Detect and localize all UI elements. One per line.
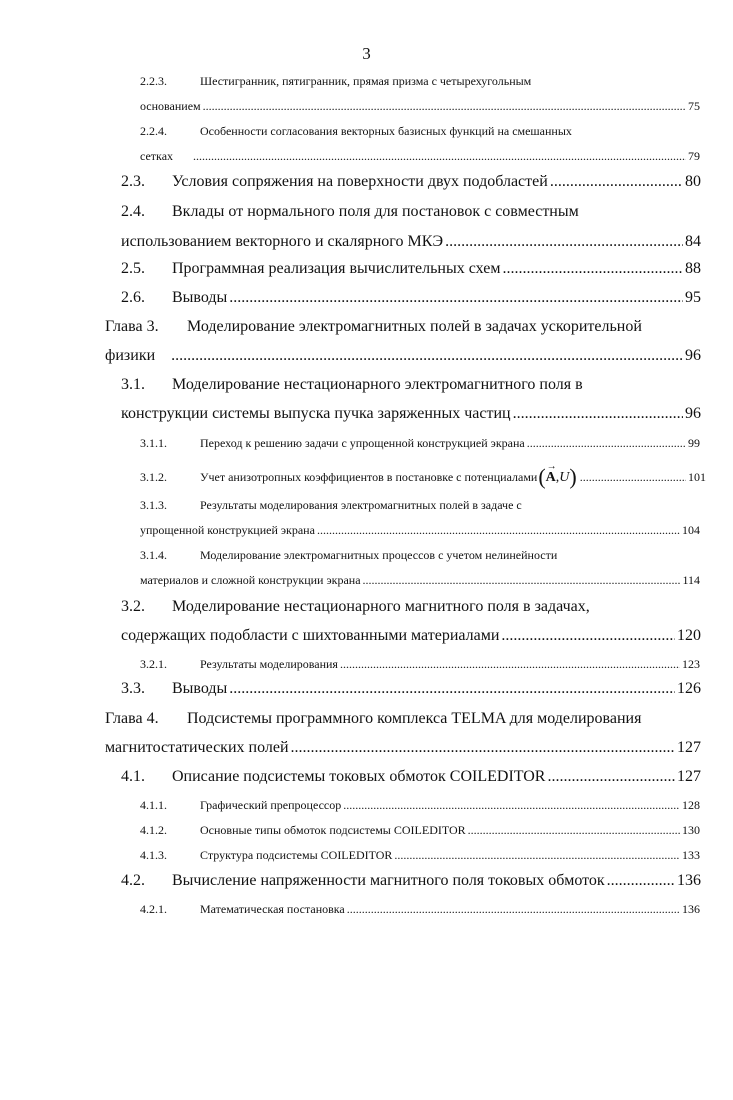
dot-leader bbox=[193, 149, 686, 164]
toc-entry-3-1-cont[interactable] bbox=[121, 405, 701, 423]
toc-entry-3-2-cont[interactable] bbox=[121, 627, 701, 645]
toc-entry-2-3[interactable] bbox=[121, 173, 701, 191]
toc-entry-page: 79 bbox=[688, 149, 700, 163]
toc-entry-title-cont: материалов и сложной конструкции экрана bbox=[140, 573, 361, 587]
toc-entry-3-3[interactable] bbox=[121, 680, 701, 698]
dot-leader bbox=[394, 848, 680, 863]
toc-entry-2-2-4[interactable] bbox=[140, 124, 700, 139]
dot-leader bbox=[580, 470, 686, 485]
vector-arrow-icon: → bbox=[546, 464, 557, 472]
toc-entry-number: 4.1. bbox=[121, 768, 145, 785]
dot-leader bbox=[291, 739, 676, 757]
dot-leader bbox=[607, 872, 675, 890]
toc-entry-title: Учет анизотропных коэффициентов в постановке с потенциалами bbox=[200, 470, 538, 484]
toc-entry-3-1-4[interactable] bbox=[140, 548, 700, 563]
toc-entry-page: 96 bbox=[685, 347, 701, 364]
toc-entry-page: 96 bbox=[685, 405, 701, 422]
toc-entry-title: Моделирование электромагнитных процессов с учетом нелинейности bbox=[200, 548, 558, 562]
toc-entry-number: 2.4. bbox=[121, 203, 145, 220]
toc-entry-number: Глава 4. bbox=[105, 710, 159, 727]
toc-entry-number: 3.2.1. bbox=[140, 657, 167, 671]
toc-entry-number: Глава 3. bbox=[105, 318, 159, 335]
dot-leader bbox=[445, 233, 683, 251]
toc-entry-number: 3.1.3. bbox=[140, 498, 167, 512]
dot-leader bbox=[550, 173, 683, 191]
dot-leader bbox=[203, 99, 686, 114]
toc-entry-page: 114 bbox=[682, 573, 700, 587]
toc-entry-number: 2.3. bbox=[121, 173, 145, 190]
toc-entry-title-cont: упрощенной конструкцией экрана bbox=[140, 523, 315, 537]
toc-entry-page: 101 bbox=[688, 470, 706, 484]
toc-entry-page: 84 bbox=[685, 233, 701, 250]
toc-entry-page: 99 bbox=[688, 436, 700, 450]
toc-entry-4-2[interactable] bbox=[121, 872, 701, 890]
toc-entry-title-cont: физики bbox=[105, 347, 156, 364]
toc-entry-number: 2.2.3. bbox=[140, 74, 167, 88]
toc-entry-title: Структура подсистемы COILEDITOR bbox=[200, 848, 393, 862]
toc-entry-page: 133 bbox=[682, 848, 700, 862]
toc-entry-chapter-4-cont[interactable] bbox=[105, 739, 701, 757]
toc-entry-2-2-4-cont[interactable] bbox=[140, 149, 700, 164]
toc-entry-page: 120 bbox=[677, 627, 701, 644]
toc-entry-chapter-4[interactable] bbox=[105, 710, 701, 728]
toc-entry-2-4-cont[interactable] bbox=[121, 233, 701, 251]
toc-entry-page: 104 bbox=[682, 523, 700, 537]
toc-entry-number: 2.2.4. bbox=[140, 124, 167, 138]
toc-entry-3-2-1[interactable] bbox=[140, 657, 700, 672]
toc-entry-number: 3.1.1. bbox=[140, 436, 167, 450]
toc-entry-title: Выводы bbox=[172, 680, 228, 697]
toc-entry-page: 130 bbox=[682, 823, 700, 837]
toc-entry-2-2-3[interactable] bbox=[140, 74, 700, 89]
toc-entry-title: Вклады от нормального поля для постановок с совместным bbox=[172, 203, 579, 220]
toc-entry-2-5[interactable] bbox=[121, 260, 701, 278]
dot-leader bbox=[347, 902, 680, 917]
toc-entry-title-cont: основанием bbox=[140, 99, 201, 113]
toc-entry-page: 128 bbox=[682, 798, 700, 812]
toc-entry-number: 2.6. bbox=[121, 289, 145, 306]
toc-entry-title: Результаты моделирования электромагнитных полей в задаче с bbox=[200, 498, 522, 512]
toc-entry-4-1-2[interactable] bbox=[140, 823, 700, 838]
toc-entry-title: Вычисление напряженности магнитного поля токовых обмоток bbox=[172, 872, 605, 889]
dot-leader bbox=[229, 289, 683, 307]
toc-entry-number: 2.5. bbox=[121, 260, 145, 277]
toc-entry-number: 3.1.2. bbox=[140, 470, 167, 484]
toc-entry-number: 3.1. bbox=[121, 376, 145, 393]
dot-leader bbox=[343, 798, 680, 813]
dot-leader bbox=[468, 823, 680, 838]
toc-entry-title: Результаты моделирования bbox=[200, 657, 338, 671]
toc-entry-4-2-1[interactable] bbox=[140, 902, 700, 917]
dot-leader bbox=[513, 405, 683, 423]
toc-entry-title: Подсистемы программного комплекса TELMA для моделирования bbox=[187, 710, 642, 727]
toc-entry-chapter-3-cont[interactable] bbox=[105, 347, 701, 365]
potential-u: U bbox=[559, 470, 570, 485]
toc-entry-3-1-1[interactable] bbox=[140, 436, 700, 451]
toc-entry-page: 123 bbox=[682, 657, 700, 671]
toc-entry-title: Графический препроцессор bbox=[200, 798, 342, 812]
toc-entry-title-cont: содержащих подобласти с шихтованными материалами bbox=[121, 627, 500, 644]
page-number: 3 bbox=[362, 44, 371, 63]
toc-entry-number: 3.2. bbox=[121, 598, 145, 615]
toc-entry-title: Моделирование нестационарного магнитного поля в задачах, bbox=[172, 598, 590, 615]
toc-entry-title: Выводы bbox=[172, 289, 228, 306]
toc-entry-page: 95 bbox=[685, 289, 701, 306]
dot-leader bbox=[171, 347, 683, 365]
toc-entry-title-cont: конструкции системы выпуска пучка заряженных частиц bbox=[121, 405, 511, 422]
toc-entry-3-1-2[interactable] bbox=[140, 464, 706, 490]
toc-entry-4-1[interactable] bbox=[121, 768, 701, 786]
toc-entry-title-cont: сетках bbox=[140, 149, 174, 163]
dot-leader bbox=[527, 436, 686, 451]
dot-leader bbox=[363, 573, 681, 588]
toc-entry-3-1-4-cont[interactable] bbox=[140, 573, 700, 588]
toc-entry-title: Моделирование нестационарного электромагнитного поля в bbox=[172, 376, 583, 393]
toc-entry-page: 136 bbox=[682, 902, 700, 916]
toc-entry-page: 127 bbox=[677, 739, 701, 756]
toc-entry-title: Переход к решению задачи с упрощенной конструкцией экрана bbox=[200, 436, 525, 450]
toc-entry-page: 136 bbox=[677, 872, 701, 889]
dot-leader bbox=[229, 680, 675, 698]
toc-entry-title: Условия сопряжения на поверхности двух подобластей bbox=[172, 173, 548, 190]
toc-entry-title: Программная реализация вычислительных схем bbox=[172, 260, 501, 277]
toc-entry-2-6[interactable] bbox=[121, 289, 701, 307]
toc-entry-3-2[interactable] bbox=[121, 598, 701, 616]
toc-entry-page: 80 bbox=[685, 173, 701, 190]
toc-entry-page: 126 bbox=[677, 680, 701, 697]
toc-entry-title: Математическая постановка bbox=[200, 902, 345, 916]
toc-entry-number: 4.2.1. bbox=[140, 902, 167, 916]
toc-entry-number: 3.3. bbox=[121, 680, 145, 697]
toc-entry-chapter-3[interactable] bbox=[105, 318, 701, 336]
toc-entry-number: 4.1.2. bbox=[140, 823, 167, 837]
toc-entry-number: 3.1.4. bbox=[140, 548, 167, 562]
toc-entry-title: Особенности согласования векторных базисных функций на смешанных bbox=[200, 124, 572, 138]
toc-entry-4-1-3[interactable] bbox=[140, 848, 700, 863]
toc-entry-3-1[interactable] bbox=[121, 376, 701, 394]
toc-entry-2-2-3-cont[interactable] bbox=[140, 99, 700, 114]
toc-entry-number: 4.2. bbox=[121, 872, 145, 889]
toc-entry-3-1-3[interactable] bbox=[140, 498, 700, 513]
toc-entry-page: 88 bbox=[685, 260, 701, 277]
formula-a-u: ( → A,U) bbox=[537, 464, 577, 490]
dot-leader bbox=[502, 260, 683, 278]
toc-entry-title: Описание подсистемы токовых обмоток COILEDITOR bbox=[172, 768, 546, 785]
dot-leader bbox=[317, 523, 680, 538]
toc-entry-number: 4.1.3. bbox=[140, 848, 167, 862]
toc-entry-page: 127 bbox=[677, 768, 701, 785]
dot-leader bbox=[340, 657, 680, 672]
formula-paren-right: ) bbox=[569, 464, 577, 489]
toc-entry-title: Основные типы обмоток подсистемы COILEDITOR bbox=[200, 823, 466, 837]
dot-leader bbox=[501, 627, 675, 645]
toc-entry-title: Шестигранник, пятигранник, прямая призма с четырехугольным bbox=[200, 74, 532, 88]
toc-entry-title-cont: магнитостатических полей bbox=[105, 739, 289, 756]
toc-entry-number: 4.1.1. bbox=[140, 798, 167, 812]
toc-entry-title: Моделирование электромагнитных полей в задачах ускорительной bbox=[187, 318, 642, 335]
toc-entry-title-cont: использованием векторного и скалярного МКЭ bbox=[121, 233, 444, 250]
toc-entry-3-1-3-cont[interactable] bbox=[140, 523, 700, 538]
toc-entry-page: 75 bbox=[688, 99, 700, 113]
toc-entry-2-4[interactable] bbox=[121, 203, 701, 221]
vector-a: → A bbox=[546, 470, 556, 486]
formula-paren-left: ( bbox=[538, 464, 546, 489]
dot-leader bbox=[547, 768, 675, 786]
toc-entry-4-1-1[interactable] bbox=[140, 798, 700, 813]
